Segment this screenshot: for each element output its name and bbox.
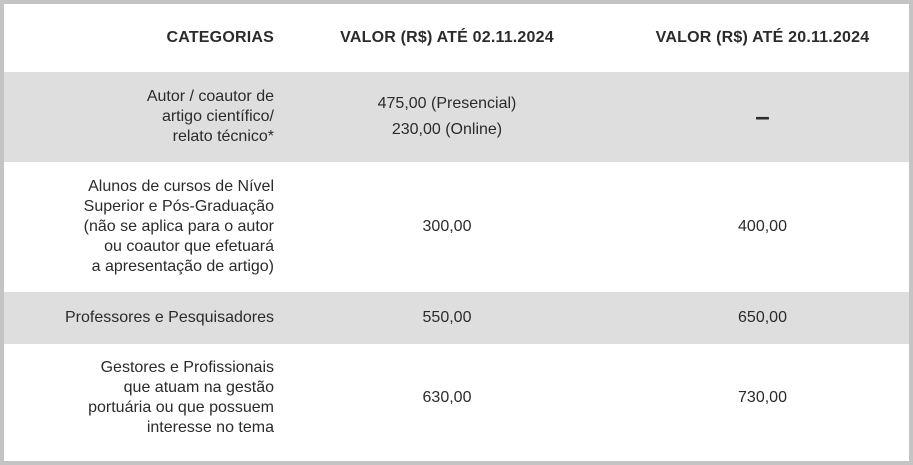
category-cell [4, 162, 278, 292]
header-categories: CATEGORIAS [166, 29, 274, 46]
category-line: Professores e Pesquisadores [65, 309, 274, 326]
value-cell-second-date: 400,00 [738, 218, 787, 235]
header-value-until-second-date: VALOR (R$) ATÉ 20.11.2024 [655, 29, 870, 46]
category-line: relato técnico* [172, 128, 274, 145]
value-cell-second-date: 730,00 [738, 388, 787, 406]
value-cell-second-date [616, 72, 909, 162]
header-value-until-first-date: VALOR (R$) ATÉ 02.11.2024 [340, 29, 554, 46]
value-line: 230,00 (Online) [391, 121, 503, 138]
category-cell [4, 72, 278, 162]
value-cell-first-date [278, 72, 616, 162]
category-line: ou coautor que efetuará [104, 238, 274, 255]
value-cell-first-date: 630,00 [422, 388, 472, 406]
value-cell-first-date: 550,00 [278, 292, 616, 344]
category-cell [4, 344, 278, 451]
value-line: 475,00 (Presencial) [377, 95, 517, 112]
category-line: Superior e Pós-Graduação [83, 198, 274, 215]
category-line: portuária ou que possuem [88, 398, 274, 416]
table-row [4, 72, 909, 162]
price-table [4, 4, 909, 451]
value-cell-second-date: 650,00 [616, 292, 909, 344]
category-line: artigo científico/ [161, 108, 274, 125]
table-row [4, 344, 909, 451]
table-row [4, 292, 909, 344]
category-line: a apresentação de artigo) [91, 258, 274, 275]
category-line: Alunos de cursos de Nível [88, 178, 274, 195]
category-line: (não se aplica para o autor [83, 218, 274, 235]
table-row [4, 162, 909, 292]
category-line: Autor / coautor de [146, 88, 274, 105]
category-line: Gestores e Profissionais [100, 358, 274, 376]
table-header-row [4, 4, 909, 72]
category-line: que atuam na gestão [123, 378, 274, 396]
category-line: interesse no tema [146, 418, 274, 436]
not-applicable-dash: – [755, 101, 770, 131]
value-cell-first-date: 300,00 [422, 218, 472, 235]
category-cell [4, 292, 278, 344]
